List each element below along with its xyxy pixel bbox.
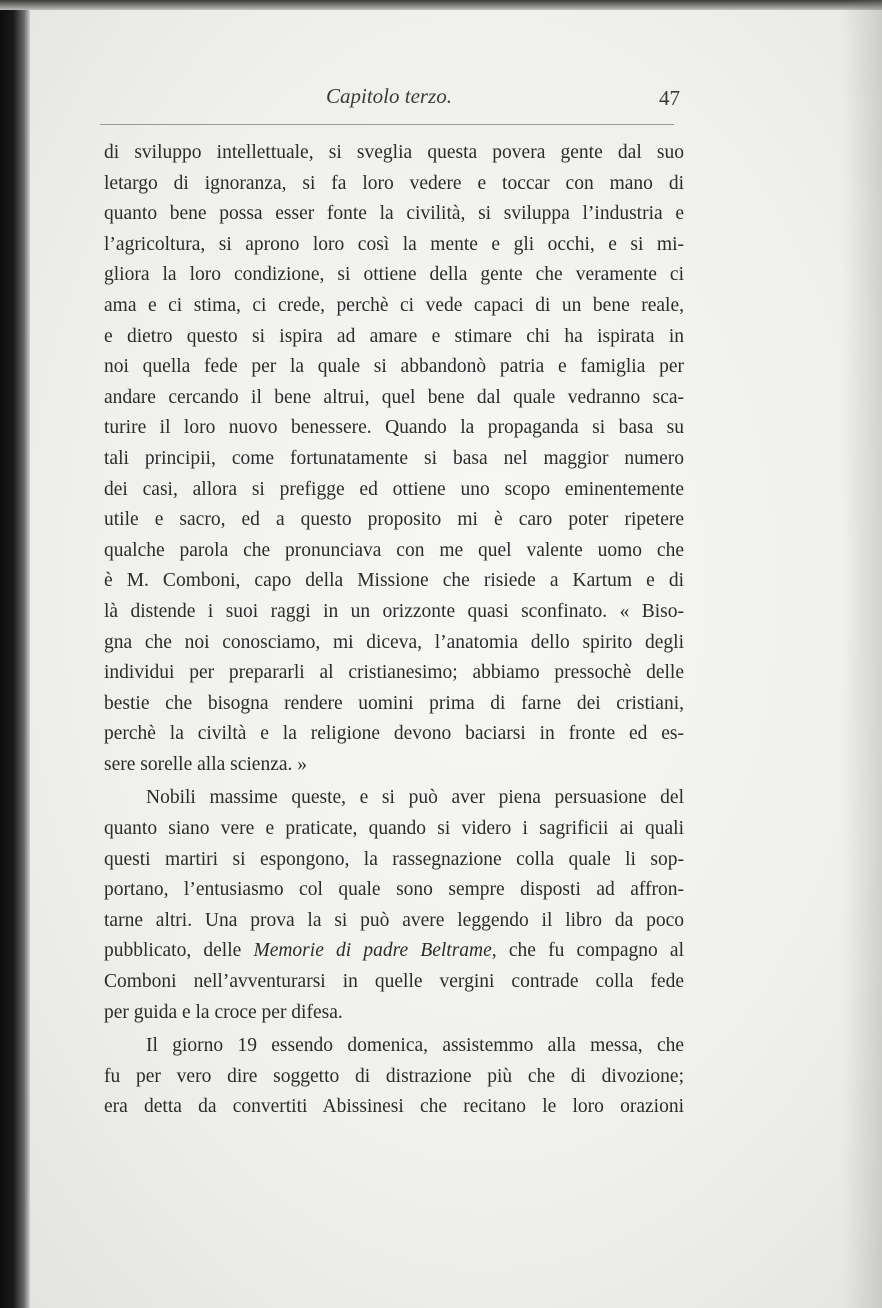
text-line: noi quella fede per la quale si abbandonò patria e famiglia per (104, 356, 684, 378)
text-line: Nobili massime queste, e si può aver piena persuasione del (146, 787, 684, 809)
text-line: gna che noi conosciamo, mi diceva, l’anatomia dello spirito degli (104, 631, 684, 653)
text-line: era detta da convertiti Abissinesi che recitano le loro orazioni (104, 1096, 684, 1118)
text-line: dei casi, allora si prefigge ed ottiene uno scopo eminentemente (104, 478, 684, 500)
book-title-italic: Memorie di padre Beltrame, (253, 940, 497, 962)
text-line: qualche parola che pronunciava con me quel valente uomo che (104, 539, 684, 561)
header-rule (100, 124, 674, 125)
text-line: tarne altri. Una prova la si può avere leggendo il libro da poco (104, 909, 684, 931)
text-line: gliora la loro condizione, si ottiene della gente che veramente ci (104, 264, 684, 286)
page-top-edge (0, 0, 882, 10)
text-segment: che fu compagno al (496, 940, 685, 962)
text-line: e dietro questo si ispira ad amare e stimare chi ha ispirata in (104, 325, 684, 347)
text-line: l’agricoltura, si aprono loro così la mente e gli occhi, e si mi- (104, 233, 684, 255)
text-line: turire il loro nuovo benessere. Quando la propaganda si basa su (104, 417, 684, 439)
text-line: letargo di ignoranza, si fa loro vedere e toccar con mano di (104, 172, 684, 194)
text-line: utile e sacro, ed a questo proposito mi è caro poter ripetere (104, 509, 684, 531)
text-line: Comboni nell’avventurarsi in quelle vergini contrade colla fede (104, 971, 684, 993)
text-line: ama e ci stima, ci crede, perchè ci vede capaci di un bene reale, (104, 294, 684, 316)
text-line: andare cercando il bene altrui, quel bene dal quale vedranno sca- (104, 386, 684, 408)
text-line: individui per prepararli al cristianesimo; abbiamo pressochè delle (104, 662, 684, 684)
running-head (100, 84, 684, 118)
text-line: portano, l’entusiasmo col quale sono sempre disposti ad affron- (104, 879, 684, 901)
text-line: per guida e la croce per difesa. (104, 1001, 343, 1023)
page-number: 47 (659, 86, 680, 110)
chapter-title: Capitolo terzo. (326, 84, 453, 108)
text-line: là distende i suoi raggi in un orizzonte quasi sconfinato. « Biso- (104, 600, 684, 622)
text-line: di sviluppo intellettuale, si sveglia questa povera gente dal suo (104, 142, 684, 163)
text-line: quanto siano vere e praticate, quando si videro i sagrificii ai quali (104, 818, 684, 840)
text-line: perchè la civiltà e la religione devono baciarsi in fronte ed es- (104, 723, 684, 745)
text-line: Il giorno 19 essendo domenica, assistemmo alla messa, che (146, 1035, 684, 1057)
text-line: questi martiri si espongono, la rassegnazione colla quale li sop- (104, 848, 684, 870)
text-line: tali principii, come fortunatamente si basa nel maggior numero (104, 447, 684, 469)
text-line-with-italic-title (104, 936, 684, 967)
text-line: quanto bene possa esser fonte la civilità, si sviluppa l’industria e (104, 203, 684, 225)
text-line: sere sorelle alla scienza. » (104, 753, 308, 775)
text-segment: pubblicato, delle (104, 940, 254, 962)
text-line: bestie che bisogna rendere uomini prima di farne dei cristiani, (104, 692, 684, 714)
book-binding-edge (0, 0, 30, 1308)
text-line: fu per vero dire soggetto di distrazione più che di divozione; (104, 1065, 684, 1087)
page-right-shade (842, 0, 882, 1308)
text-line: è M. Comboni, capo della Missione che risiede a Kartum e di (104, 570, 684, 592)
body-text (104, 138, 684, 1123)
